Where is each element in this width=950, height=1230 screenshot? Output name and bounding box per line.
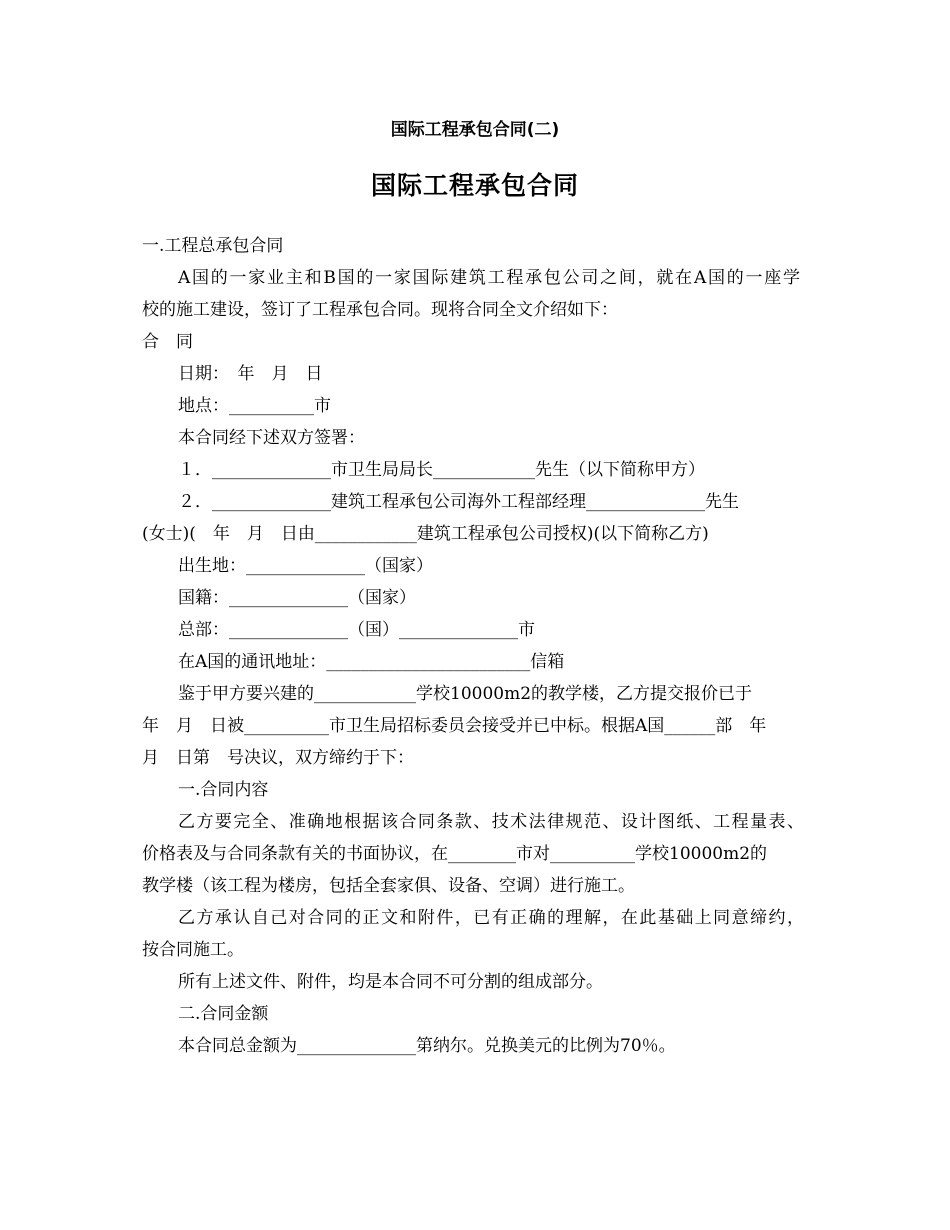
party-b-continued: (女士)( 年 月 日由____________建筑工程承包公司授权)(以下简称乙方)	[142, 524, 709, 544]
paragraph-line: 本合同总金额为______________第纳尔。兑换美元的比例为70％。	[178, 1036, 676, 1056]
place-line: 地点：__________市	[178, 396, 331, 416]
paragraph-line: 校的施工建设，签订了工程承包合同。现将合同全文介绍如下：	[142, 300, 618, 320]
paragraph-line: 价格表及与合同条款有关的书面协议，在________市对__________学校10000m2的	[142, 844, 768, 864]
party-a-line: １．______________市卫生局局长____________先生（以下简称甲方）	[178, 460, 705, 480]
date-line: 日期： 年 月 日	[178, 364, 323, 384]
paragraph-line: 所有上述文件、附件，均是本合同不可分割的组成部分。	[178, 972, 603, 992]
nationality-line: 国籍：______________（国家）	[178, 588, 416, 608]
paragraph-line: 月 日第 号决议，双方缔约于下：	[142, 748, 414, 768]
paragraph-line: 鉴于甲方要兴建的____________学校10000m2的教学楼，乙方提交报价已于	[178, 684, 753, 704]
address-line: 在A国的通讯地址：________________________信箱	[178, 652, 565, 672]
birthplace-line: 出生地：______________（国家）	[178, 556, 433, 576]
contract-heading: 合 同	[142, 332, 193, 352]
paragraph-line: A国的一家业主和B国的一家国际建筑工程承包公司之间，就在A国的一座学	[178, 268, 800, 288]
paragraph-line: 乙方承认自己对合同的正文和附件，已有正确的理解，在此基础上同意缔约，	[178, 908, 804, 928]
party-b-line: ２．______________建筑工程承包公司海外工程部经理______________先生	[178, 492, 739, 512]
document-subtitle: 国际工程承包合同(二)	[390, 120, 560, 140]
paragraph-line: 本合同经下述双方签署：	[178, 428, 365, 448]
paragraph-line: 教学楼（该工程为楼房，包括全套家俱、设备、空调）进行施工。	[142, 876, 635, 896]
paragraph-line: 年 月 日被__________市卫生局招标委员会接受并已中标。根据A国______部 年	[142, 716, 767, 736]
section-heading: 一.工程总承包合同	[142, 236, 284, 256]
paragraph-line: 按合同施工。	[142, 940, 244, 960]
section-heading: 一.合同内容	[178, 780, 269, 800]
document-title: 国际工程承包合同	[370, 171, 579, 200]
section-heading: 二.合同金额	[178, 1004, 269, 1024]
paragraph-line: 乙方要完全、准确地根据该合同条款、技术法律规范、设计图纸、工程量表、	[178, 812, 804, 832]
headquarters-line: 总部：______________（国）______________市	[178, 620, 535, 640]
